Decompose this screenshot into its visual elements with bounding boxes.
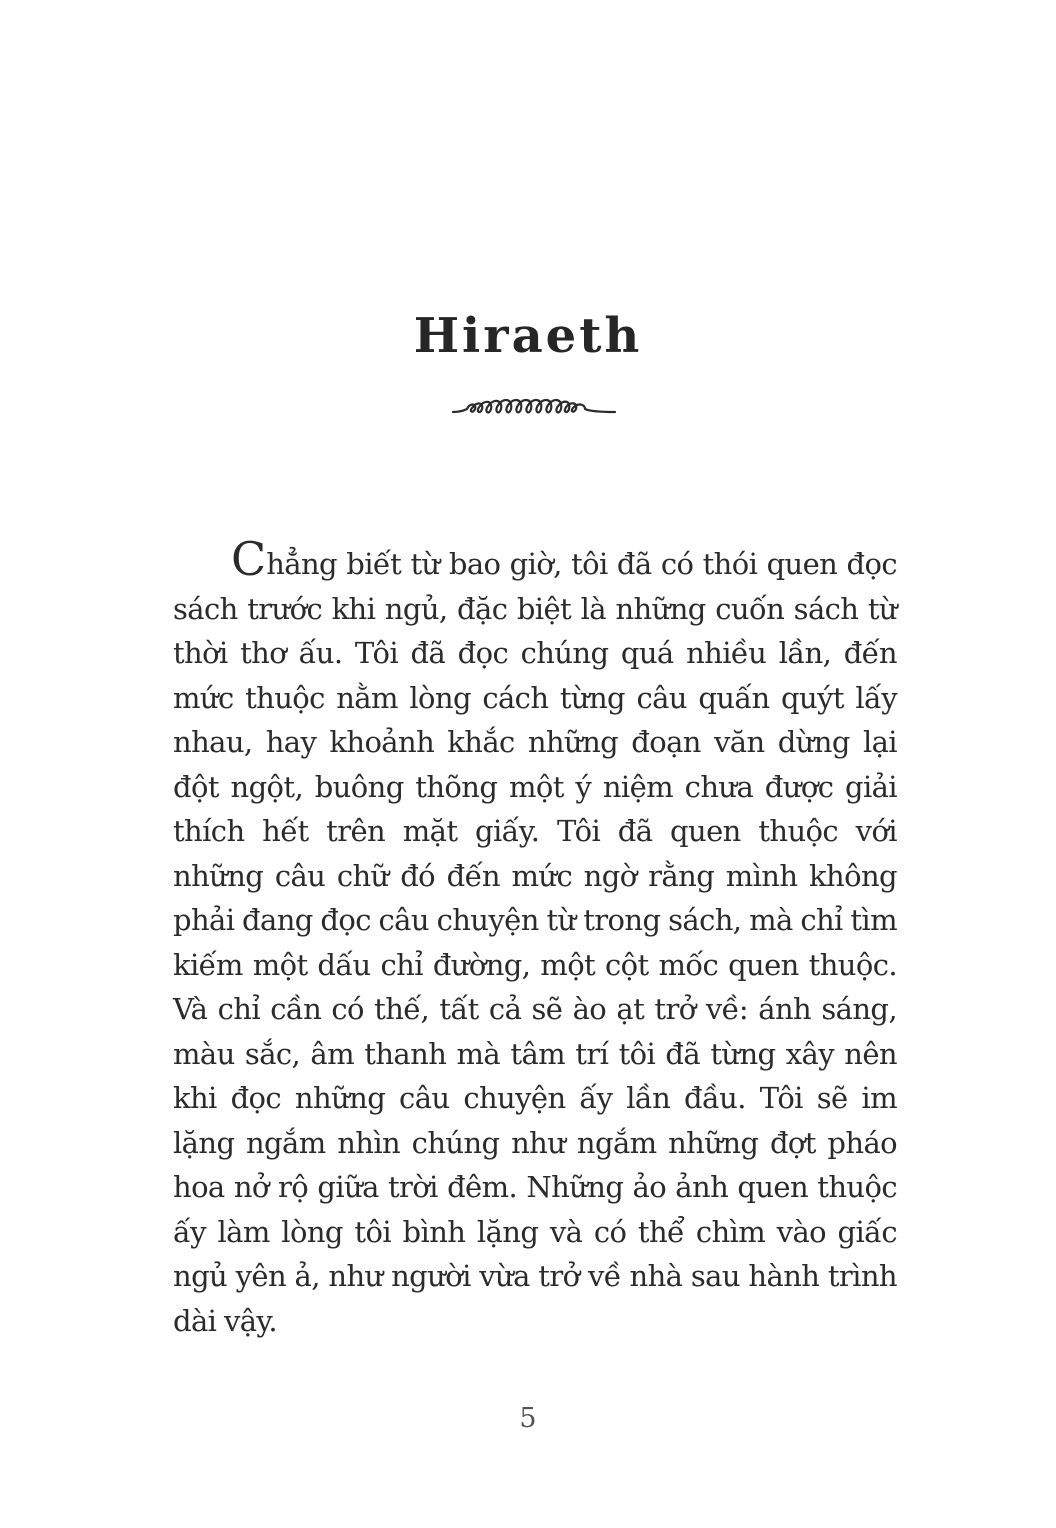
body-paragraph — [173, 532, 897, 1343]
page-number: 5 — [519, 1403, 537, 1434]
paragraph-text: hẳng biết từ bao giờ, tôi đã có thói quen đọc sách trước khi ngủ, đặc biệt là những cuốn sách từ thời thơ ấu. Tôi đã đọc chúng quá nhiều lần, đến mức thuộc nằm lòng cách từng câu quấn quýt lấy nhau, hay khoảnh khắc những đoạn văn dừng lại đột ngột, buông thõng một ý niệm chưa được giải thích hết trên mặt giấy. Tôi đã quen thuộc với những câu chữ đó đến mức ngờ rằng mình không phải đang đọc câu chuyện từ trong sách, mà chỉ tìm kiếm một dấu chỉ đường, một cột mốc quen thuộc. Và chỉ cần có thế, tất cả sẽ ào ạt trở về: ánh sáng, màu sắc, âm thanh mà tâm trí tôi đã từng xây nên khi đọc những câu chuyện ấy lần đầu. Tôi sẽ im lặng ngắm nhìn chúng như ngắm những đợt pháo hoa nở rộ giữa trời đêm. Những ảo ảnh quen thuộc ấy làm lòng tôi bình lặng và có thể chìm vào giấc ngủ yên ả, như người vừa trở về nhà sau hành trình dài vậy. — [173, 547, 897, 1338]
drop-cap: C — [231, 532, 267, 586]
page-title: Hiraeth — [413, 308, 643, 364]
swirl-divider-icon — [451, 394, 617, 420]
